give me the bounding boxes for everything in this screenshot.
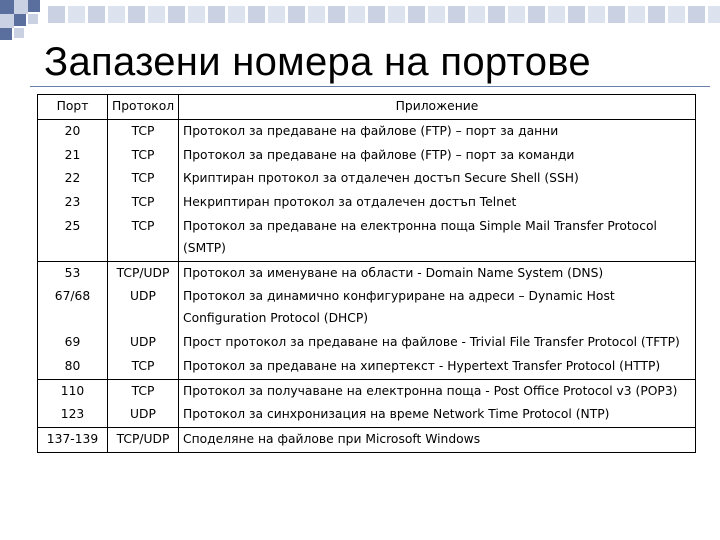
- protocol-cell: TCP: [108, 144, 179, 168]
- table-row: [38, 379, 696, 403]
- protocol-cell: TCP: [108, 215, 179, 261]
- header-port: Порт: [38, 95, 108, 120]
- application-cell: Протокол за предаване на електронна поща Simple Mail Transfer Protocol (SMTP): [179, 215, 696, 261]
- decorative-square: [168, 6, 185, 23]
- table-row: [38, 119, 696, 143]
- decorative-square: [328, 6, 345, 23]
- decorative-square: [648, 6, 665, 23]
- decorative-square: [268, 6, 285, 23]
- application-cell: Криптиран протокол за отдалечен достъп Secure Shell (SSH): [179, 167, 696, 191]
- decorative-square: [528, 6, 545, 23]
- decorative-square: [368, 6, 385, 23]
- table-row: [38, 167, 696, 191]
- port-cell: 23: [38, 191, 108, 215]
- application-cell: Протокол за именуване на области - Domain Name System (DNS): [179, 261, 696, 285]
- decorative-square: [208, 6, 225, 23]
- application-cell: Некриптиран протокол за отдалечен достъп Telnet: [179, 191, 696, 215]
- protocol-cell: UDP: [108, 285, 179, 331]
- protocol-cell: UDP: [108, 403, 179, 427]
- port-cell: 53: [38, 261, 108, 285]
- application-cell: Протокол за синхронизация на време Network Time Protocol (NTP): [179, 403, 696, 427]
- decorative-square: [288, 6, 305, 23]
- decorative-square: [88, 6, 105, 23]
- decorative-square: [388, 6, 405, 23]
- decorative-square: [408, 6, 425, 23]
- decorative-square: [68, 6, 85, 23]
- table-row: [38, 428, 696, 453]
- decorative-square: [348, 6, 365, 23]
- decorative-square: [128, 6, 145, 23]
- port-cell: 110: [38, 379, 108, 403]
- table-header-row: [38, 95, 696, 120]
- decorative-square: [48, 6, 65, 23]
- decorative-square: [14, 0, 28, 14]
- application-cell: Прост протокол за предаване на файлове - Trivial File Transfer Protocol (TFTP): [179, 331, 696, 355]
- protocol-cell: UDP: [108, 331, 179, 355]
- decorative-square: [448, 6, 465, 23]
- decorative-square: [0, 28, 12, 40]
- decorative-square: [488, 6, 505, 23]
- decorative-square: [14, 28, 24, 38]
- protocol-cell: TCP/UDP: [108, 428, 179, 453]
- decorative-square: [468, 6, 485, 23]
- protocol-cell: TCP/UDP: [108, 261, 179, 285]
- port-cell: 123: [38, 403, 108, 427]
- decorative-square: [688, 6, 705, 23]
- decorative-square: [568, 6, 585, 23]
- decorative-square: [28, 0, 40, 12]
- decorative-square: [308, 6, 325, 23]
- decorative-square: [668, 6, 685, 23]
- decorative-square: [708, 6, 720, 23]
- application-cell: Споделяне на файлове при Microsoft Windows: [179, 428, 696, 453]
- decorative-header-squares: [0, 0, 720, 40]
- port-cell: 21: [38, 144, 108, 168]
- port-cell: 25: [38, 215, 108, 261]
- page-title: Запазени номера на портове: [44, 40, 591, 84]
- port-cell: 137-139: [38, 428, 108, 453]
- header-application: Приложение: [179, 95, 696, 120]
- table-row: [38, 261, 696, 285]
- port-cell: 22: [38, 167, 108, 191]
- table-row: [38, 403, 696, 427]
- decorative-square: [508, 6, 525, 23]
- decorative-square: [188, 6, 205, 23]
- application-cell: Протокол за предаване на файлове (FTP) – порт за данни: [179, 119, 696, 143]
- table-row: [38, 191, 696, 215]
- decorative-square: [228, 6, 245, 23]
- port-cell: 67/68: [38, 285, 108, 331]
- decorative-square: [428, 6, 445, 23]
- ports-table: [37, 94, 696, 453]
- decorative-square: [248, 6, 265, 23]
- application-cell: Протокол за предаване на хипертекст - Hypertext Transfer Protocol (HTTP): [179, 355, 696, 379]
- decorative-square: [628, 6, 645, 23]
- protocol-cell: TCP: [108, 355, 179, 379]
- decorative-square: [108, 6, 125, 23]
- decorative-square: [0, 0, 14, 14]
- application-cell: Протокол за предаване на файлове (FTP) – порт за команди: [179, 144, 696, 168]
- decorative-square: [0, 14, 14, 28]
- table-row: [38, 285, 696, 331]
- table-row: [38, 331, 696, 355]
- title-rule: [30, 86, 710, 87]
- protocol-cell: TCP: [108, 379, 179, 403]
- decorative-square: [148, 6, 165, 23]
- decorative-square: [548, 6, 565, 23]
- table-row: [38, 144, 696, 168]
- decorative-square: [588, 6, 605, 23]
- protocol-cell: TCP: [108, 191, 179, 215]
- decorative-square: [14, 14, 26, 26]
- application-cell: Протокол за динамично конфигуриране на адреси – Dynamic Host Configuration Protocol (DHCP): [179, 285, 696, 331]
- decorative-square: [28, 14, 38, 24]
- decorative-square: [608, 6, 625, 23]
- protocol-cell: TCP: [108, 167, 179, 191]
- port-cell: 69: [38, 331, 108, 355]
- port-cell: 80: [38, 355, 108, 379]
- application-cell: Протокол за получаване на електронна поща - Post Office Protocol v3 (POP3): [179, 379, 696, 403]
- header-protocol: Протокол: [108, 95, 179, 120]
- port-cell: 20: [38, 119, 108, 143]
- protocol-cell: TCP: [108, 119, 179, 143]
- table-row: [38, 215, 696, 261]
- table-row: [38, 355, 696, 379]
